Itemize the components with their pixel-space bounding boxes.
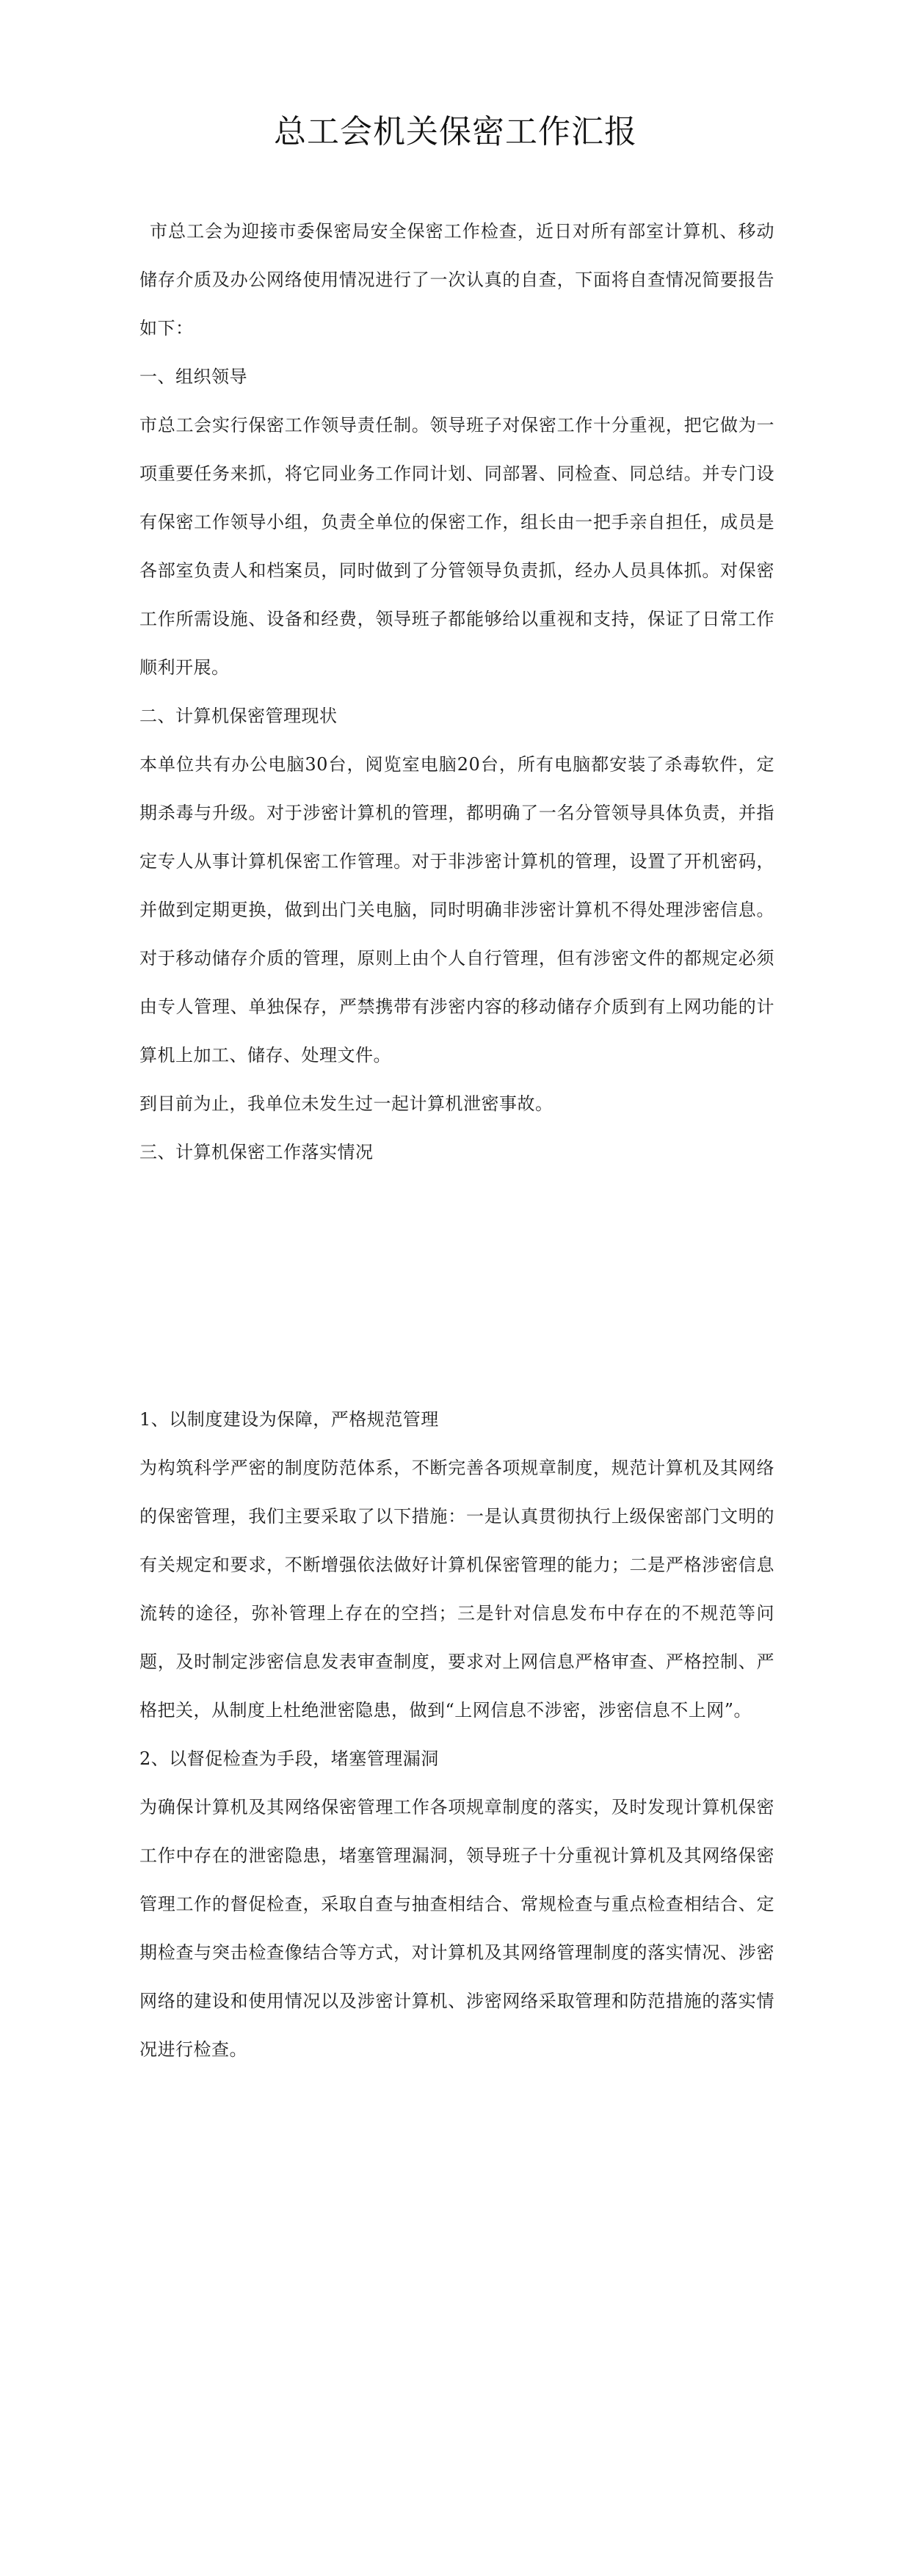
report-body-bottom — [139, 1395, 774, 2074]
page-title: 总工会机关保密工作汇报 — [274, 113, 637, 151]
section-heading-implementation: 三、计算机保密工作落实情况 — [139, 1142, 374, 1162]
section-heading-organization: 一、组织领导 — [139, 366, 247, 387]
section-heading-computer-status: 二、计算机保密管理现状 — [139, 706, 338, 726]
supervision-paragraph: 为确保计算机及其网络保密管理工作各项规章制度的落实，及时发现计算机保密工作中存在的泄密隐患，堵塞管理漏洞，领导班子十分重视计算机及其网络保密管理工作的督促检查，采取自查与抽查相结合、常规检查与重点检查相结合、定期检查与突击检查像结合等方式，对计算机及其网络管理制度的落实情况、涉密网络的建设和使用情况以及涉密计算机、涉密网络采取管理和防范措施的落实情况进行检查。 — [139, 1797, 774, 2060]
no-leak-statement: 到目前为止，我单位未发生过一起计算机泄密事故。 — [139, 1093, 554, 1114]
subsection-heading-system-building: 1、以制度建设为保障，严格规范管理 — [139, 1409, 439, 1430]
organization-paragraph: 市总工会实行保密工作领导责任制。领导班子对保密工作十分重视，把它做为一项重要任务来抓，将它同业务工作同计划、同部署、同检查、同总结。并专门设有保密工作领导小组，负责全单位的保密工作，组长由一把手亲自担任，成员是各部室负责人和档案员，同时做到了分管领导负责抓，经办人员具体抓。对保密工作所需设施、设备和经费，领导班子都能够给以重视和支持，保证了日常工作顺利开展。 — [139, 415, 774, 678]
intro-paragraph: 市总工会为迎接市委保密局安全保密工作检查，近日对所有部室计算机、移动储存介质及办公网络使用情况进行了一次认真的自查，下面将自查情况简要报告如下： — [139, 221, 774, 339]
computer-status-paragraph: 本单位共有办公电脑30台，阅览室电脑20台，所有电脑都安装了杀毒软件，定期杀毒与升级。对于涉密计算机的管理，都明确了一名分管领导具体负责，并指定专人从事计算机保密工作管理。对于非涉密计算机的管理，设置了开机密码，并做到定期更换，做到出门关电脑，同时明确非涉密计算机不得处理涉密信息。对于移动储存介质的管理，原则上由个人自行管理，但有涉密文件的都规定必须由专人管理、单独保存，严禁携带有涉密内容的移动储存介质到有上网功能的计算机上加工、储存、处理文件。 — [139, 754, 774, 1066]
system-building-paragraph: 为构筑科学严密的制度防范体系，不断完善各项规章制度，规范计算机及其网络的保密管理，我们主要采取了以下措施：一是认真贯彻执行上级保密部门文明的有关规定和要求，不断增强依法做好计算机保密管理的能力；二是严格涉密信息流转的途径，弥补管理上存在的空挡；三是针对信息发布中存在的不规范等问题，及时制定涉密信息发表审查制度，要求对上网信息严格审查、严格控制、严格把关，从制度上杜绝泄密隐患，做到“上网信息不涉密，涉密信息不上网”。 — [139, 1458, 774, 1721]
report-body-top — [139, 207, 774, 1176]
subsection-heading-supervision: 2、以督促检查为手段，堵塞管理漏洞 — [139, 1748, 439, 1769]
